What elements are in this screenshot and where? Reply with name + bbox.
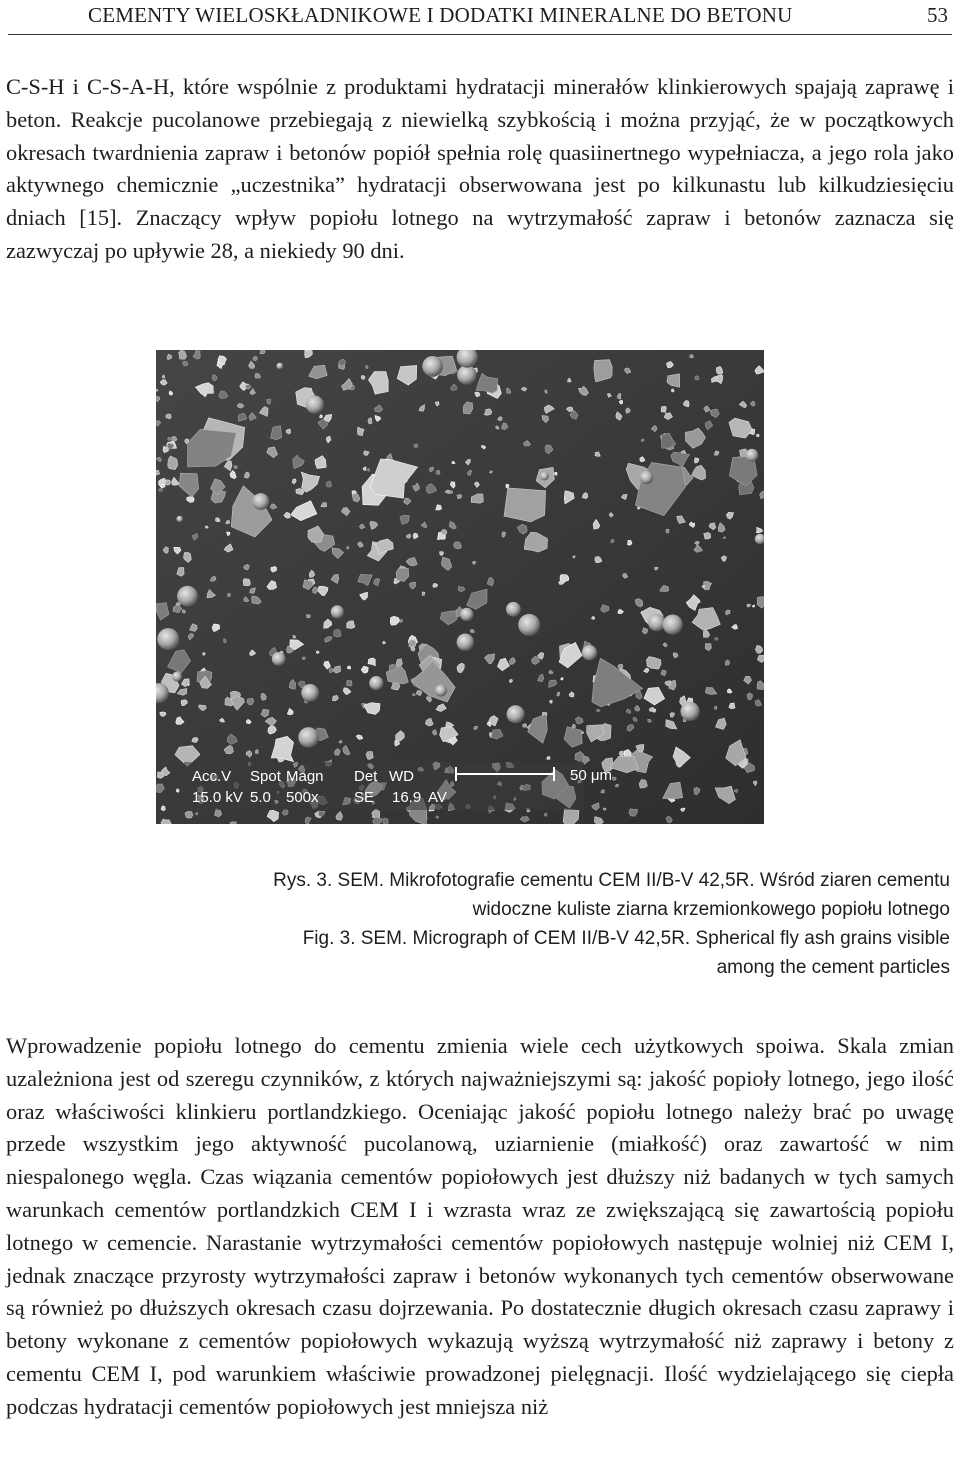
caption-pl-line1: Rys. 3. SEM. Mikrofotografie cementu CEM II/B-V 42,5R. Wśród ziaren cementu [273, 870, 950, 891]
cement-grain [176, 789, 179, 792]
fly-ash-sphere [507, 705, 525, 723]
cement-grain [550, 700, 553, 703]
cement-grain [547, 757, 550, 760]
fly-ash-sphere [272, 652, 286, 666]
cement-grain [715, 638, 719, 641]
cement-grain [592, 616, 595, 619]
sem-value-spot: 5.0 [250, 789, 271, 806]
sem-label-spot: Spot [250, 768, 281, 785]
sem-value-accv: 15.0 kV [192, 789, 243, 806]
fly-ash-sphere [177, 516, 183, 522]
cement-grain [234, 466, 237, 469]
cement-grain [661, 406, 666, 412]
fly-ash-sphere [422, 356, 443, 377]
cement-grain [704, 532, 711, 539]
fly-ash-sphere [681, 702, 700, 721]
cement-grain [320, 415, 323, 418]
cement-grain [255, 373, 261, 378]
cement-grain [433, 583, 438, 587]
cement-grain [230, 822, 236, 824]
cement-grain [268, 452, 270, 454]
cement-grain [160, 712, 166, 716]
cement-grain [346, 680, 352, 686]
running-header-title: CEMENTY WIELOSKŁADNIKOWE I DODATKI MINERALNE DO BETONU [88, 3, 793, 27]
fly-ash-sphere [331, 605, 344, 618]
figure-caption [130, 866, 950, 982]
cement-grain [673, 653, 678, 658]
cement-grain [368, 418, 372, 424]
fly-ash-sphere [298, 727, 319, 748]
fly-ash-sphere [172, 672, 182, 682]
cement-grain [383, 641, 386, 644]
sem-micrograph [156, 350, 764, 824]
cement-grain [422, 592, 425, 595]
sem-label-det: Det [354, 768, 378, 785]
fly-ash-sphere [157, 628, 179, 650]
fly-ash-sphere [276, 363, 283, 370]
cement-grain [260, 350, 265, 354]
fly-ash-sphere [252, 493, 269, 510]
cement-grain [159, 488, 163, 491]
body-paragraph-1: C-S-H i C-S-A-H, które wspólnie z produktami hydratacji minerałów klinkierowych spajają zaprawę i beton. Reakcje pucolanowe przebiegają z niewielką szybkością i można przyjąć, że w początkowych okresach twardnienia zapraw i betonów popiół spełnia rolę quasiinertnego wypełniacza, a jego rola jako aktywnego chemicznie „uczestnika” hydratacji obserwowana jest po kilkunastu lub kilkudziesięciu dniach [15]. Znaczący wpływ popiołu lotnego na wytrzymałość zapraw i betonów zaznacza się zazwyczaj po upływie 28, a niekiedy 90 dni. [6, 74, 954, 263]
fly-ash-sphere [460, 608, 473, 621]
caption-pl-line2: widoczne kuliste ziarna krzemionkowego popiołu lotnego [472, 899, 950, 920]
fly-ash-sphere [663, 615, 683, 635]
fly-ash-sphere [540, 472, 549, 481]
page-number: 53 [927, 3, 948, 27]
fly-ash-sphere [518, 614, 540, 636]
fly-ash-sphere [745, 449, 758, 462]
cement-grain [383, 818, 388, 824]
cement-grain [666, 529, 669, 533]
fly-ash-sphere [435, 685, 447, 697]
sem-scale-label: 50 μm [570, 767, 612, 784]
cement-grain [504, 488, 546, 522]
fly-ash-sphere [301, 684, 319, 702]
fly-ash-sphere [457, 365, 477, 385]
cement-grain [168, 437, 173, 440]
cement-grain [206, 526, 209, 528]
fly-ash-sphere [177, 586, 198, 607]
cement-grain [449, 490, 452, 494]
fly-ash-sphere [582, 645, 597, 660]
sem-value-wd: 16.9 [392, 789, 422, 806]
running-header [8, 0, 952, 35]
cement-grain [243, 579, 250, 586]
cement-grain [756, 434, 759, 437]
caption-en-line2: among the cement particles [716, 957, 950, 978]
cement-grain [334, 630, 341, 637]
sem-info-backdrop [184, 762, 584, 810]
sem-label-wd: WD [389, 768, 414, 785]
cement-grain [611, 540, 614, 543]
cement-grain [347, 621, 355, 629]
cement-grain [256, 750, 259, 754]
sem-micrograph-image [156, 350, 764, 824]
cement-grain [216, 518, 221, 522]
cement-grain [523, 724, 527, 728]
sem-value-magn: 500x [286, 789, 319, 806]
cement-grain [346, 547, 349, 550]
cement-grain [603, 808, 606, 811]
fly-ash-sphere [506, 602, 521, 617]
cement-grain [306, 615, 310, 618]
cement-grain [227, 594, 230, 597]
caption-en-line1: Fig. 3. SEM. Micrograph of CEM II/B-V 42,5R. Spherical fly ash grains visible [302, 928, 950, 949]
cement-grain [714, 706, 716, 709]
cement-grain [752, 605, 754, 608]
fly-ash-sphere [306, 396, 324, 414]
cement-grain [195, 813, 197, 815]
cement-grain [185, 811, 193, 818]
sem-value-det: SE [354, 789, 375, 806]
cement-grain [157, 772, 163, 779]
fly-ash-sphere [369, 676, 383, 690]
sem-label-accv: Acc.V [192, 768, 232, 785]
cement-grain [183, 361, 188, 366]
sem-label-magn: Magn [286, 768, 324, 785]
body-paragraph-2: Wprowadzenie popiołu lotnego do cementu zmienia wiele cech użytkowych spoiwa. Skala zmian uzależniona jest od szeregu czynników, z których najważniejszymi są: jakość popioły lotnego, jego ilość oraz właściwości klinkieru portlandzkiego. Oceniając jakość popiołu lotnego należy brać po uwagę przede wszystkim jego aktywność pucolanową, uziarnienie (miałkość) oraz zawartość w nim niespalonego węgla. Czas wiązania cementów popiołowych jest dłuższy niż badanych w tych samych warunkach cementów portlandzkich CEM I i wzrasta wraz ze zwiększającą się zawartością popiołu lotnego w cemencie. Narastanie wytrzymałości cementów popiołowych następuje wolniej niż CEM I, jednak znaczące przyrosty wytrzymałości zapraw i betonów wykonanych tych cementów obserwowane są również po dłuższych okresach czasu dojrzewania. Po dostatecznie długich okresach czasu zaprawy i betony wykonane z cementów popiołowych wykazują wyższą wytrzymałość niż zaprawy i betony z cementu CEM I, pod warunkiem właściwie prowadzonej pielęgnacji. Ilość wydzielającego się ciepła podczas hydratacji cementów popiołowych jest mniejsza niż [6, 1033, 954, 1419]
cement-grain [302, 657, 305, 660]
cement-grain [436, 470, 440, 474]
fly-ash-sphere [457, 634, 474, 651]
cement-grain [561, 678, 563, 681]
sem-value-mode: AV [428, 789, 447, 806]
fly-ash-sphere [640, 471, 653, 484]
